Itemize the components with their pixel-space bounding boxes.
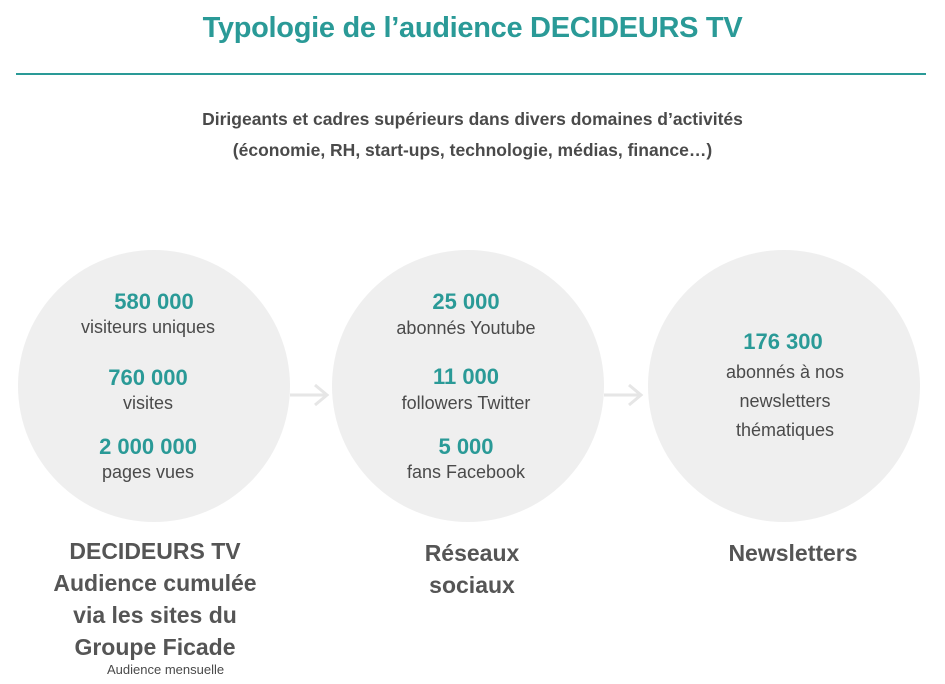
stat-visits-value: 760 000	[108, 365, 188, 390]
stat-newsletter-subscribers-value: 176 300	[743, 329, 823, 354]
monthly-audience-note: Audience mensuelle	[107, 662, 225, 677]
stat-facebook-value: 5 000	[438, 434, 494, 459]
caption-social-networks	[352, 537, 592, 601]
stat-newsletter-label-line-1: abonnés à nos	[725, 362, 845, 382]
caption-line: via les sites du	[73, 602, 237, 628]
caption-line: Groupe Ficade	[74, 634, 236, 660]
caption-line: Audience cumulée	[53, 570, 257, 596]
caption-sites-audience	[25, 535, 285, 663]
stat-twitter-value: 11 000	[432, 364, 500, 389]
title-divider	[16, 73, 926, 75]
page-title: Typologie de l’audience DECIDEURS TV	[202, 12, 743, 44]
caption-line: Newsletters	[728, 540, 858, 566]
stat-newsletter-label-line-3: thématiques	[735, 420, 835, 440]
caption-line: Réseaux	[424, 540, 520, 566]
audience-description-line-1: Dirigeants et cadres supérieurs dans divers domaines d’activités	[202, 109, 743, 129]
arrow-right-icon	[288, 380, 332, 410]
circle-newsletters	[648, 250, 920, 522]
stat-newsletter-label-line-2: newsletters	[739, 391, 831, 411]
stat-visits-label: visites	[122, 393, 173, 413]
audience-description-line-2: (économie, RH, start-ups, technologie, médias, finance…)	[232, 140, 713, 160]
arrow-right-icon	[602, 380, 646, 410]
stat-unique-visitors-value: 580 000	[114, 289, 194, 314]
stat-facebook-label: fans Facebook	[406, 462, 526, 482]
stat-youtube-value: 25 000	[432, 289, 500, 314]
caption-line: DECIDEURS TV	[69, 538, 241, 564]
caption-line: sociaux	[429, 572, 515, 598]
caption-newsletters	[673, 537, 913, 569]
stat-twitter-label: followers Twitter	[401, 393, 531, 413]
stat-page-views-value: 2 000 000	[99, 434, 197, 459]
stat-page-views-label: pages vues	[101, 462, 195, 482]
stat-youtube-label: abonnés Youtube	[396, 318, 536, 338]
stat-unique-visitors-label: visiteurs uniques	[80, 317, 216, 337]
